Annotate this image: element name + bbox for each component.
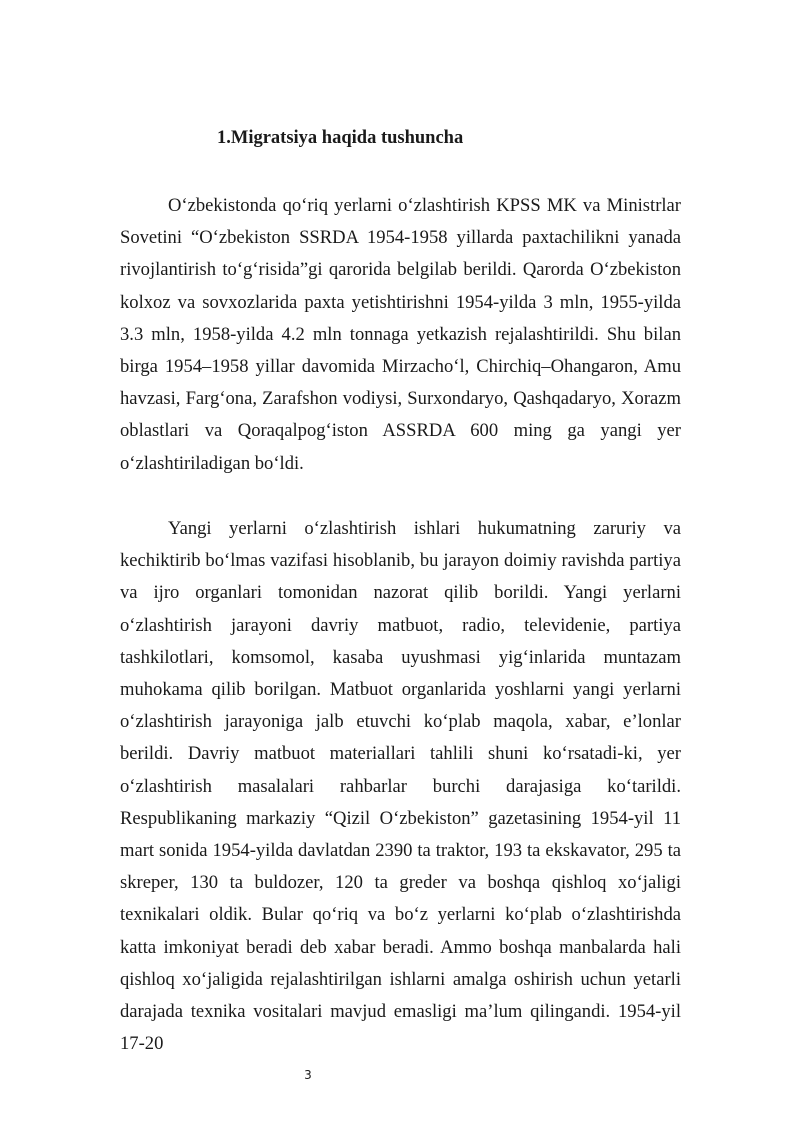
page-number: 3: [304, 1068, 312, 1082]
section-heading: 1.Migratsiya haqida tushuncha: [217, 128, 464, 148]
body-paragraph-1: O‘zbekistonda qo‘riq yerlarni o‘zlashtirish KPSS MK va Ministrlar Sovetini “O‘zbekiston SSRDA 1954-1958 yillarda paxtachilikni yanada rivojlantirish to‘g‘risida”gi qarorida belgilab berildi. Qarorda O‘zbekiston kolxoz va sovxozlarida paxta yetishtirishni 1954-yilda 3 mln, 1955-yilda 3.3 mln, 1958-yilda 4.2 mln tonnaga yetkazish rejalashtirildi. Shu bilan birga 1954–1958 yillar davomida Mirzacho‘l, Chirchiq–Ohangaron, Amu havzasi, Farg‘ona, Zarafshon vodiysi, Surxondaryo, Qashqadaryo, Xorazm oblastlari va Qoraqalpog‘iston ASSRDA 600 ming ga yangi yer o‘zlashtiriladigan bo‘ldi.: [120, 195, 681, 474]
body-paragraph-2: Yangi yerlarni o‘zlashtirish ishlari hukumatning zaruriy va kechiktirib bo‘lmas vazifasi hisoblanib, bu jarayon doimiy ravishda partiya va ijro organlari tomonidan nazorat qilib borildi. Yangi yerlarni o‘zlashtirish jarayoni davriy matbuot, radio, televidenie, partiya tashkilotlari, komsomol, kasaba uyushmasi yig‘inlarida muntazam muhokama qilib borilgan. Matbuot organlarida yoshlarni yangi yerlarni o‘zlashtirish jarayoniga jalb etuvchi ko‘plab maqola, xabar, e’lonlar berildi. Davriy matbuot materiallari tahlili shuni ko‘rsatadi-ki, yer o‘zlashtirish masalalari rahbarlar burchi darajasiga ko‘tarildi. Respublikaning markaziy “Qizil O‘zbekiston” gazetasining 1954-yil 11 mart sonida 1954-yilda davlatdan 2390 ta traktor, 193 ta ekskavator, 295 ta skreper, 130 ta buldozer, 120 ta greder va boshqa qishloq xo‘jaligi texnikalari oldik. Bular qo‘riq va bo‘z yerlarni ko‘plab o‘zlashtirishda katta imkoniyat beradi deb xabar beradi. Ammo boshqa manbalarda hali qishloq xo‘jaligida rejalashtirilgan ishlarni amalga oshirish uchun yetarli darajada texnika vositalari mavjud emasligi ma’lum qilingandi. 1954-yil 17-20: [120, 518, 681, 1055]
